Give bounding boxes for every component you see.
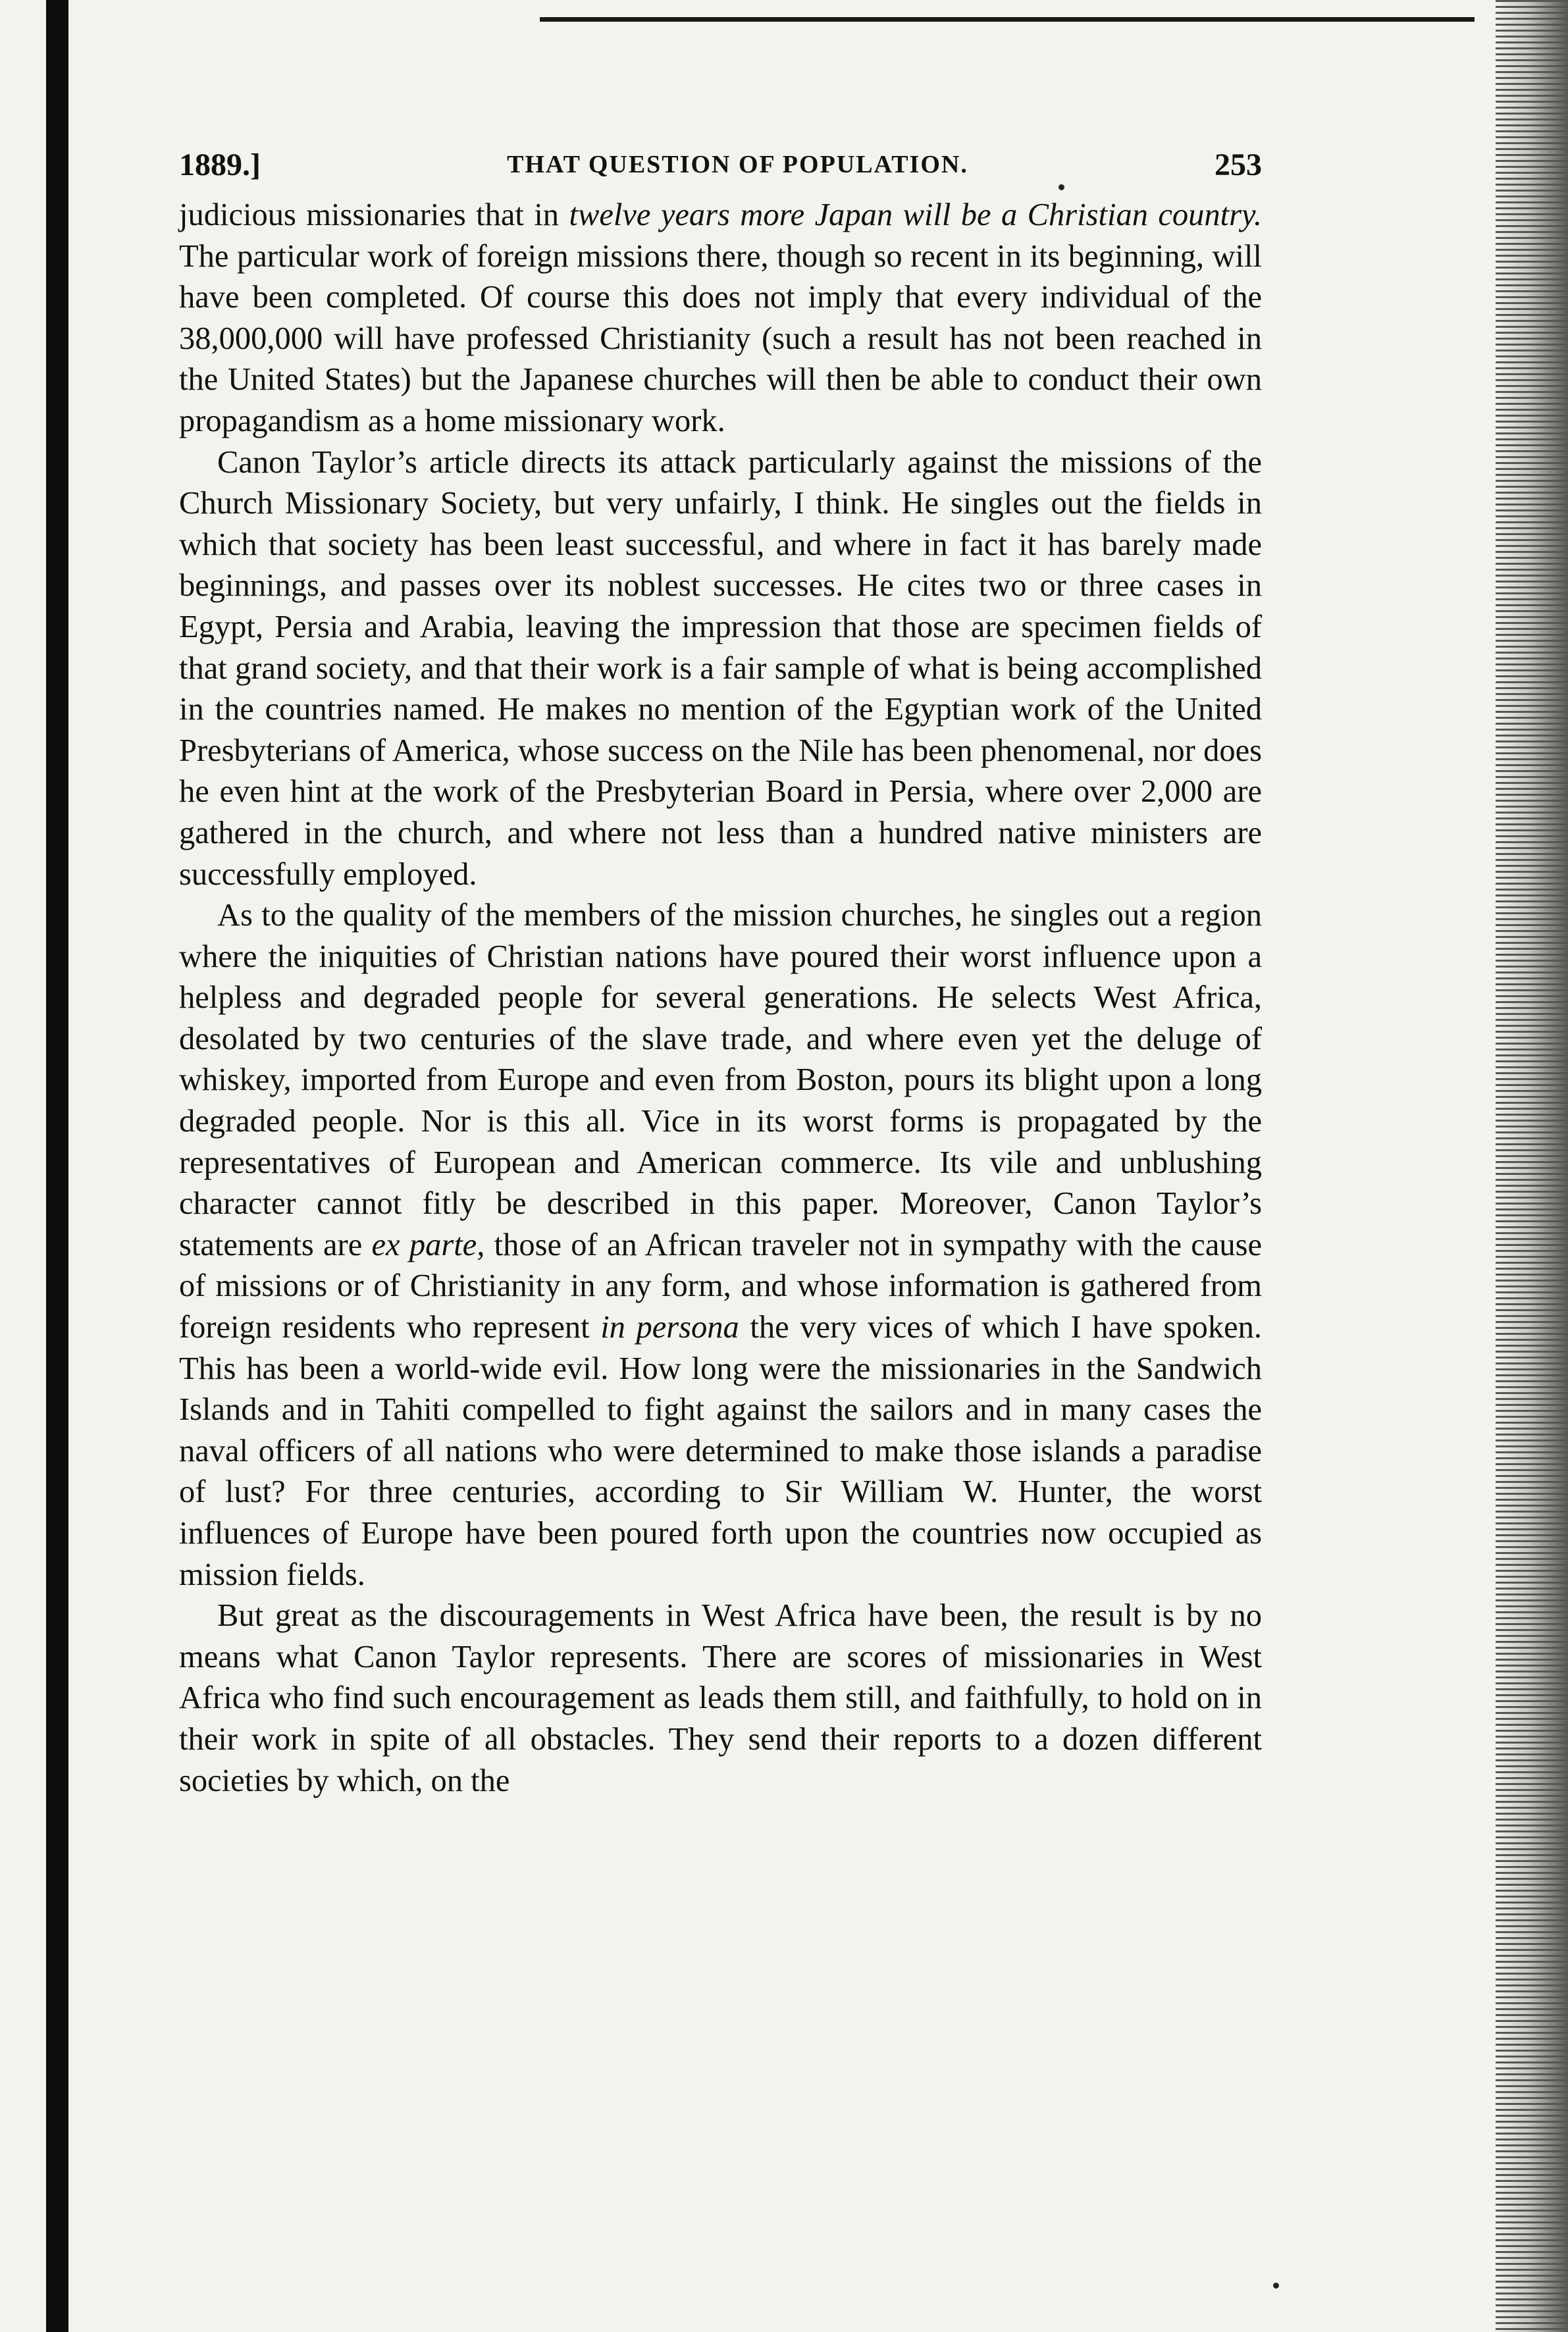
paragraph-2 bbox=[179, 442, 1262, 896]
body-text bbox=[179, 195, 1262, 1801]
paragraph-4 bbox=[179, 1595, 1262, 1801]
scan-speck bbox=[1273, 2283, 1279, 2289]
paragraph-4-text: But great as the discouragements in West Africa have been, the result is by no means what Canon Taylor represents. There are scores of missionaries in West Africa who find such encouragement as leads them still, and faithfully, to hold on in their work in spite of all obstacles. They send their reports to a dozen different societies by which, on the bbox=[179, 1598, 1262, 1798]
paragraph-3-text-a: As to the quality of the members of the mission churches, he singles out a region where the iniquities of Christian nations have poured their worst influence upon a helpless and degraded people for several generations. He selects West Africa, desolated by two centuries of the slave trade, and where even yet the deluge of whiskey, imported from Europe and even from Boston, pours its blight upon a long degraded people. Nor is this all. Vice in its worst forms is propagated by the representatives of European and American commerce. Its vile and unblushing character cannot fitly be described in this paper. Moreover, Canon Taylor’s statements are bbox=[179, 898, 1262, 1262]
header-year: 1889.] bbox=[179, 147, 261, 182]
scan-page-edge bbox=[1496, 0, 1568, 2332]
paragraph-3-text-c: those of an African traveler not in sympathy with the cause of missions or of Christianity in any form, and whose information is gathered from foreign residents who represent bbox=[179, 1227, 1262, 1345]
paragraph-2-text: Canon Taylor’s article directs its attack particularly against the missions of the Church Missionary Society, but very unfairly, I think. He singles out the fields in which that society has been least successful, and where in fact it has barely made beginnings, and passes over its noblest successes. He cites two or three cases in Egypt, Persia and Arabia, leaving the impression that those are specimen fields of that grand society, and that their work is a fair sample of what is being accomplished in the countries named. He makes no mention of the Egyptian work of the United Presbyterians of America, whose success on the Nile has been phenomenal, nor does he even hint at the work of the Presbyterian Board in Persia, where over 2,000 are gathered in the church, and where not less than a hundred native ministers are successfully employed. bbox=[179, 444, 1262, 892]
paragraph-1-text-a: judicious missionaries that in bbox=[179, 197, 569, 232]
paragraph-3-text-e: the very vices of which I have spoken. This has been a world-wide evil. How long were the missionaries in the Sandwich Islands and in Tahiti compelled to fight against the sailors and in many cases the naval officers of all nations who were determined to make those islands a paradise of lust? For three centuries, according to Sir William W. Hunter, the worst influences of Europe have been poured forth upon the countries now occupied as mission fields. bbox=[179, 1310, 1262, 1592]
running-header bbox=[179, 138, 1262, 191]
paragraph-3-italic-in-persona: in persona bbox=[600, 1310, 739, 1345]
paragraph-1-text-c: The particular work of foreign missions there, though so recent in its beginning, will have been completed. Of course this does not imply that every individual of the 38,000,000 will have professed Christianity (such a result has not been reached in the United States) but the Japanese churches will then be able to conduct their own propagandism as a home missionary work. bbox=[179, 238, 1262, 438]
scan-top-rule bbox=[540, 17, 1475, 22]
page-number: 253 bbox=[1214, 147, 1262, 182]
paragraph-1 bbox=[179, 195, 1262, 442]
paragraph-3 bbox=[179, 895, 1262, 1595]
paragraph-1-italic: twelve years more Japan will be a Christian country. bbox=[569, 197, 1262, 232]
header-title: THAT QUESTION OF POPULATION. bbox=[507, 151, 968, 178]
scan-speck bbox=[1058, 184, 1064, 190]
scan-binding-edge bbox=[46, 0, 68, 2332]
paragraph-3-italic-ex-parte: ex parte, bbox=[371, 1227, 485, 1262]
